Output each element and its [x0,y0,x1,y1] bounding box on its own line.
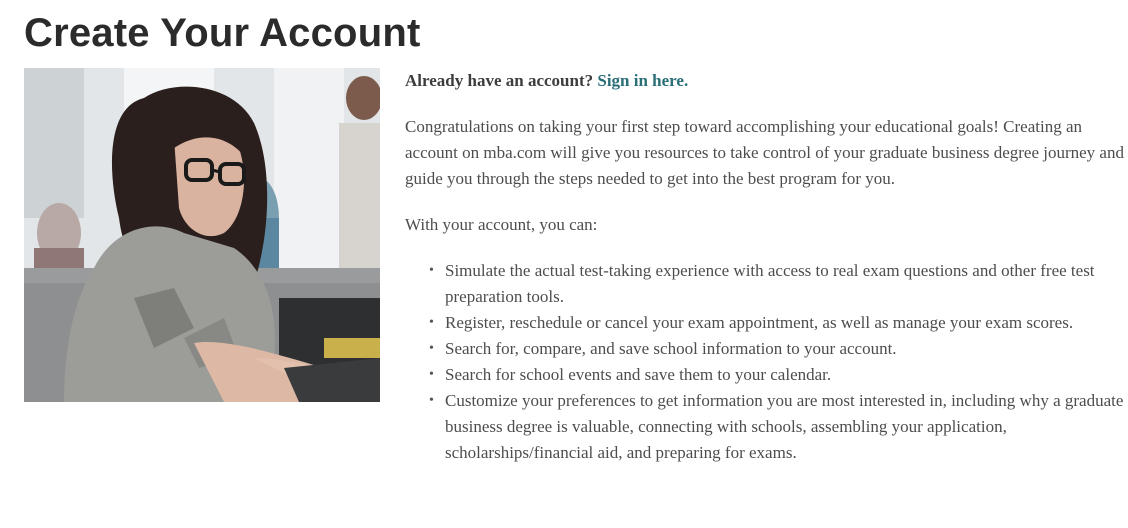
benefit-text: Register, reschedule or cancel your exam appointment, as well as manage your exam scores. [445,313,1074,332]
list-item [429,362,1125,388]
list-item [429,258,1125,310]
signin-prompt-text: Already have an account? [405,71,594,90]
list-item [429,310,1125,336]
list-item [429,388,1125,466]
benefit-text: Simulate the actual test-taking experience with access to real exam questions and other free test preparation tools. [445,261,1095,306]
benefits-heading: With your account, you can: [405,215,598,234]
benefit-text: Customize your preferences to get information you are most interested in, including why a graduate business degree is valuable, connecting with schools, assembling your application, scholarships/financial aid, and preparing for exams. [445,391,1124,462]
bullet-icon: • [429,263,434,278]
list-item [429,336,1125,362]
account-info-panel [405,68,1125,466]
bullet-icon: • [429,315,434,330]
intro-paragraph: Congratulations on taking your first step toward accomplishing your educational goals! Creating an account on mba.com will give you resources to take control of your graduate business degree journey and guide you through the steps needed to get into the best program for you. [405,117,1124,188]
bullet-icon: • [429,367,434,382]
benefits-list [405,258,1125,466]
bullet-icon: • [429,393,434,408]
signin-prompt [405,68,1125,94]
sign-in-link[interactable]: Sign in here. [597,71,689,90]
bullet-icon: • [429,341,434,356]
benefit-text: Search for, compare, and save school information to your account. [445,339,897,358]
page-title: Create Your Account [24,11,421,55]
benefit-text: Search for school events and save them to your calendar. [445,365,832,384]
student-at-laptop-photo [24,68,380,402]
